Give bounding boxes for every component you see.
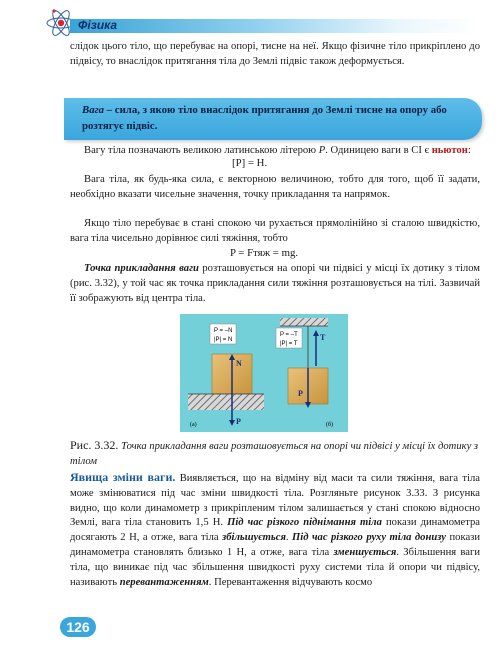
weight-formula: P = Fтяж = mg.	[230, 247, 299, 259]
subject-title: Фізика	[78, 18, 118, 32]
left-ground	[188, 394, 264, 410]
left-label-2: |P| = N	[214, 337, 233, 343]
unit-formula: [P] = H.	[232, 157, 268, 169]
intro-paragraph: слідок цього тіло, що перебуває на опорі, тисне на неї. Якщо фізичне тіло прикріплено до підвісу, то внаслідок притягання тіла до Землі підвіс також деформується.	[70, 41, 480, 67]
definition-text	[82, 102, 472, 134]
section-bold-2: збільшується	[222, 532, 286, 544]
definition-term: Вага	[82, 104, 104, 116]
section-text-6: . Перевантаження відчувають космо	[208, 576, 373, 588]
newton-term: ньютон	[431, 145, 468, 156]
section-bold-4: зменшується	[333, 546, 397, 558]
section-bold-3: Під час різкого руху тіла донизу	[292, 532, 447, 544]
page-number: 126	[60, 617, 96, 637]
p4-text: розташовується на опорі чи підвісі у місці їх дотику з тілом (рис. 3.32), у той час як точка прикладання сили тяжіння розташовується на тілі. Зазвичай її зображують від центра тіла.	[70, 263, 480, 304]
figure-drawing	[180, 314, 348, 432]
section-text-4: покази динамометра становлять близько 1 Н, а отже, вага тіла	[70, 532, 481, 558]
caption-label: Рис. 3.32.	[70, 438, 119, 452]
paragraph-vector: Вага тіла, як будь-яка сила, є векторною величиною, тобто для того, щоб її задати, необхідно вказати чисельне значення, точку прикладання та напрямок.	[70, 174, 480, 200]
paragraph-application-point	[70, 262, 480, 306]
subject-bar	[70, 19, 480, 33]
left-label-1: P = –N	[214, 328, 233, 334]
force-t-label: T	[320, 333, 326, 342]
left-ground-label: (а)	[190, 422, 197, 428]
paragraph-equality: Якщо тіло перебуває в стані спокою чи рухається прямолінійно зі сталою швидкістю, вага тіла чисельно дорівнює силі тяжіння, тобто	[70, 218, 480, 244]
right-label-1: P = –T	[280, 332, 298, 338]
p1-text-a: Вагу тіла позначають великою латинською літерою	[84, 145, 319, 156]
paragraph-weight-notation	[70, 144, 480, 159]
section-bold-1: Під час різкого піднімання тіла	[227, 517, 382, 529]
section-weight-change	[70, 470, 480, 590]
section-text-1: Виявляється, що на відміну від маси та сили тяжіння, вага тіла може змінюватися під час зміни швидкості тіла. Розгляньте рисунок 3.33. З рисунка видно, що коли динамометр з прикріпленим тілом залишається у стані спокою відносно Землі, вага тіла становить 1,5 Н.	[70, 473, 480, 529]
force-n-label: N	[236, 359, 242, 368]
section-text-5: . Збільшення ваги тіла, що виникає під час збільшення швидкості руху системи тіла й опори чи підвісу, називають	[70, 546, 481, 588]
section-text-2: покази динамометра досягають 2 Н, а отже, вага тіла	[70, 517, 481, 544]
section-bold-5: перевантаженням	[119, 576, 209, 588]
force-p-label-left: P	[236, 417, 241, 426]
right-ceiling	[280, 318, 328, 326]
figure-3-32	[180, 314, 348, 432]
p1-colon: :	[467, 145, 471, 156]
right-label-2: |P| = T	[280, 341, 298, 347]
section-text-3: .	[285, 532, 293, 544]
caption-text: Точка прикладання ваги розташовується на опорі чи підвісі у місці їх дотику з тілом	[70, 441, 479, 467]
definition-box	[64, 98, 482, 140]
right-ground-label: (б)	[326, 422, 334, 428]
force-p-label-right: P	[298, 389, 303, 398]
p1-symbol: P	[318, 145, 326, 156]
definition-rest: – сила, з якою тіло внаслідок притягання до Землі тисне на опору або розтягує підвіс.	[82, 104, 447, 132]
figure-caption	[70, 438, 480, 470]
p1-text-b: . Одиницею ваги в СІ є	[325, 145, 432, 156]
section-heading: Явища зміни ваги.	[70, 470, 176, 484]
application-point-term: Точка прикладання ваги	[84, 263, 199, 274]
